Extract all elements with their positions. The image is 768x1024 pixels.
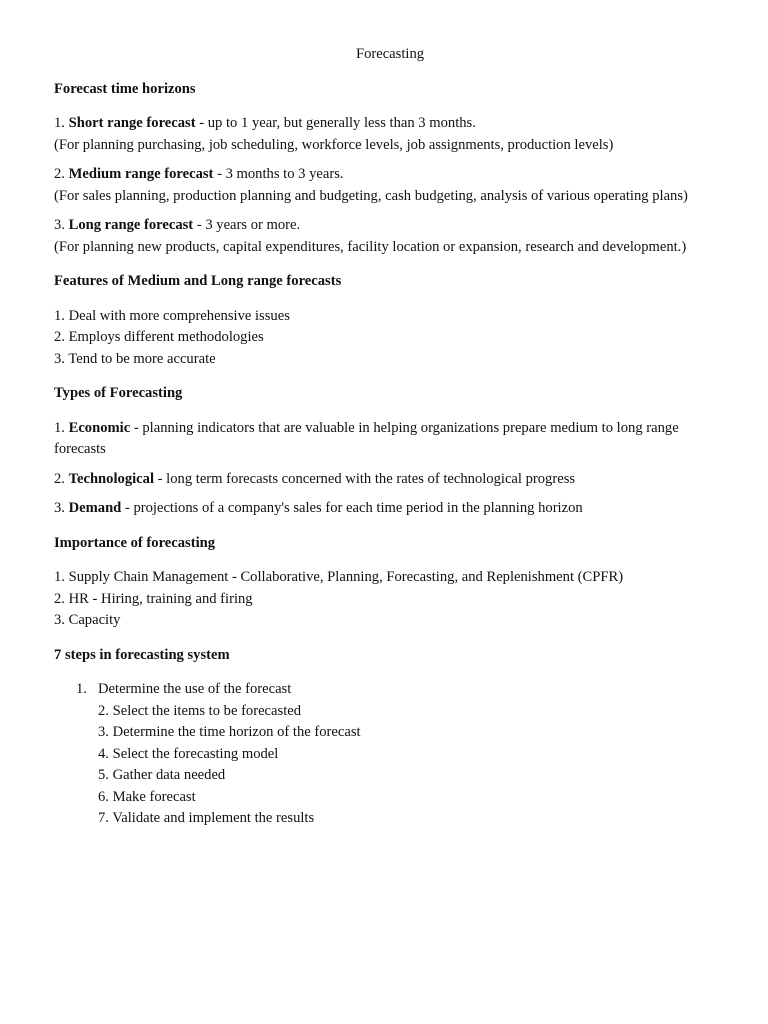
horizon-num: 2. bbox=[54, 166, 69, 182]
horizon-term: Medium range forecast bbox=[68, 166, 214, 182]
type-term: Technological bbox=[68, 470, 155, 487]
list-item: 4. Select the forecasting model bbox=[98, 745, 279, 762]
horizon-note: (For sales planning, production planning and budgeting, cash budgeting, analysis of various operating plans) bbox=[54, 187, 688, 204]
document-title: Forecasting bbox=[355, 46, 425, 62]
list-item: 2. Select the items to be forecasted bbox=[98, 702, 302, 719]
type-num: 1. bbox=[54, 419, 69, 436]
type-item-technological bbox=[54, 469, 714, 491]
horizon-num: 3. bbox=[54, 217, 69, 233]
type-num: 3. bbox=[54, 500, 69, 516]
type-desc: - planning indicators that are valuable in helping organizations prepare medium to long range forecasts bbox=[54, 419, 679, 457]
type-term: Demand bbox=[68, 500, 122, 516]
steps-list bbox=[54, 679, 714, 830]
features-list bbox=[54, 306, 714, 371]
horizon-note: (For planning new products, capital expenditures, facility location or expansion, research and development.) bbox=[54, 238, 687, 255]
step-text: Determine the use of the forecast bbox=[98, 681, 292, 697]
section-heading-steps: 7 steps in forecasting system bbox=[54, 646, 230, 663]
type-num: 2. bbox=[54, 470, 69, 487]
section-heading-horizons: Forecast time horizons bbox=[54, 80, 196, 97]
horizon-note: (For planning purchasing, job scheduling, workforce levels, job assignments, production levels) bbox=[54, 136, 614, 153]
list-item: 7. Validate and implement the results bbox=[98, 810, 315, 826]
step-item-first bbox=[76, 679, 714, 701]
step-num: 1. bbox=[76, 681, 87, 697]
list-item: 2. Employs different methodologies bbox=[54, 329, 264, 345]
horizon-desc: - 3 years or more. bbox=[193, 217, 301, 233]
horizon-desc: - 3 months to 3 years. bbox=[213, 166, 344, 182]
horizon-item-medium bbox=[54, 164, 714, 207]
list-item: 1. Supply Chain Management - Collaborative, Planning, Forecasting, and Replenishment (CPFR) bbox=[54, 569, 624, 585]
horizon-desc: - up to 1 year, but generally less than 3 months. bbox=[195, 115, 476, 131]
horizon-term: Long range forecast bbox=[68, 217, 194, 233]
type-item-economic bbox=[54, 418, 714, 461]
document-page bbox=[54, 44, 714, 830]
importance-list bbox=[54, 567, 714, 632]
section-heading-types: Types of Forecasting bbox=[54, 385, 183, 401]
list-item: 2. HR - Hiring, training and firing bbox=[54, 590, 253, 607]
type-term: Economic bbox=[68, 419, 131, 436]
list-item: 5. Gather data needed bbox=[98, 767, 226, 783]
list-item: 6. Make forecast bbox=[98, 788, 196, 805]
type-desc: - long term forecasts concerned with the rates of technological progress bbox=[154, 470, 576, 487]
list-item: 1. Deal with more comprehensive issues bbox=[54, 307, 290, 324]
list-item: 3. Determine the time horizon of the forecast bbox=[98, 724, 361, 740]
horizon-term: Short range forecast bbox=[68, 115, 196, 131]
horizon-item-long bbox=[54, 215, 714, 258]
type-desc: - projections of a company's sales for each time period in the planning horizon bbox=[121, 500, 583, 516]
list-item: 3. Capacity bbox=[54, 612, 121, 628]
horizon-item-short bbox=[54, 113, 714, 156]
section-heading-features: Features of Medium and Long range forecasts bbox=[54, 273, 342, 289]
horizon-num: 1. bbox=[54, 115, 69, 131]
type-item-demand bbox=[54, 498, 714, 520]
list-item: 3. Tend to be more accurate bbox=[54, 350, 216, 367]
section-heading-importance: Importance of forecasting bbox=[54, 534, 216, 551]
